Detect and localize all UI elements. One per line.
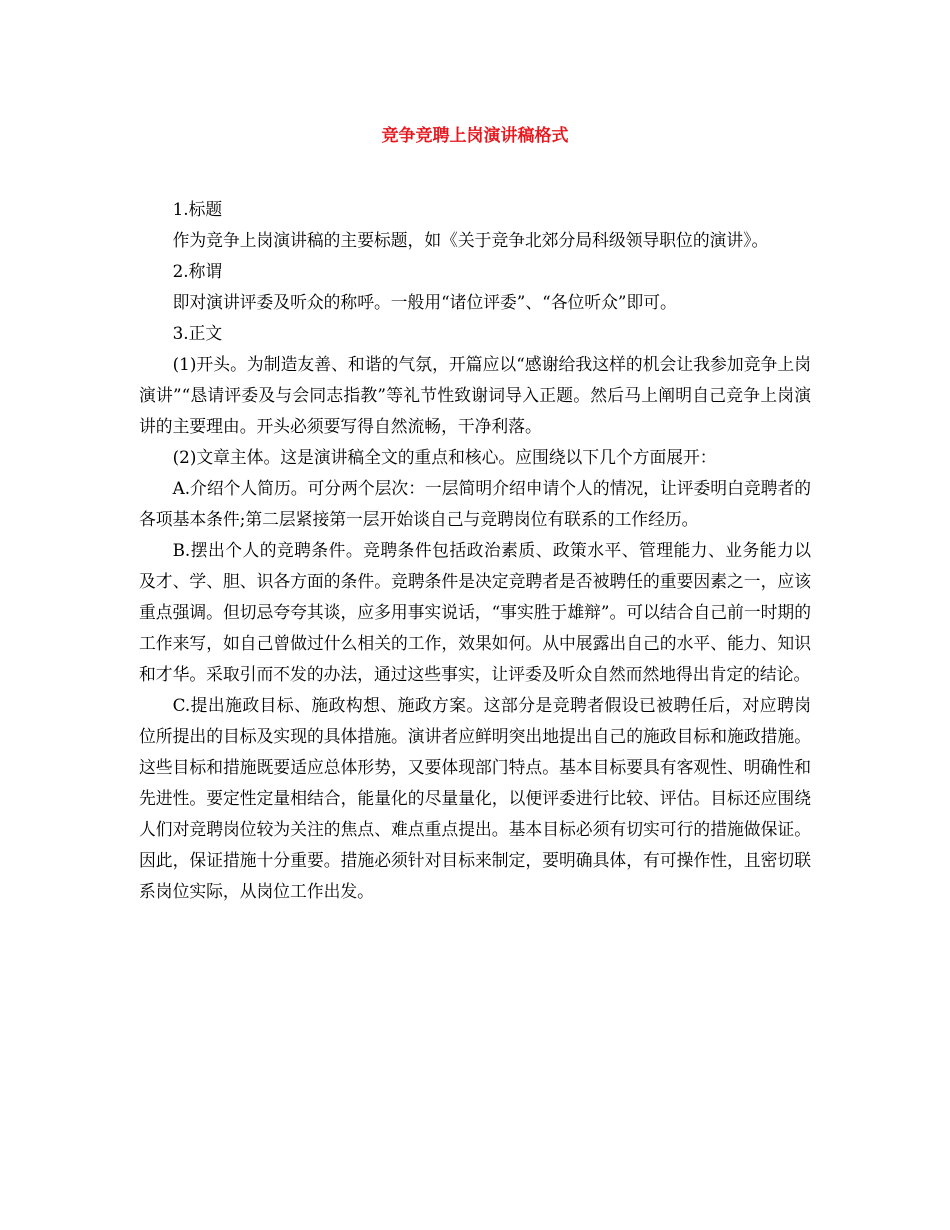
- section-heading-title: 1.标题: [172, 199, 223, 219]
- paragraph-opening: (1)开头。为制造友善、和谐的气氛，开篇应以“感谢给我这样的机会让我参加竞争上岗演讲”“恳请评委及与会同志指教”等礼节性致谢词导入正题。然后马上阐明自己竞争上岗演讲的主要理由。开头必须要写得自然流畅，干净利落。: [139, 354, 811, 436]
- document-title: 竞争竞聘上岗演讲稿格式: [381, 126, 569, 146]
- section-heading-body: 3.正文: [172, 323, 223, 343]
- paragraph-point-c: C.提出施政目标、施政构想、施政方案。这部分是竞聘者假设已被聘任后，对应聘岗位所提出的目标及实现的具体措施。演讲者应鲜明突出地提出自己的施政目标和施政措施。这些目标和措施既要适应总体形势，又要体现部门特点。基本目标要具有客观性、明确性和先进性。要定性定量相结合，能量化的尽量量化，以便评委进行比较、评估。目标还应围绕人们对竞聘岗位较为关注的焦点、难点重点提出。基本目标必须有切实可行的措施做保证。因此，保证措施十分重要。措施必须针对目标来制定，要明确具体，有可操作性，且密切联系岗位实际，从岗位工作出发。: [139, 695, 811, 901]
- paragraph-point-b: B.摆出个人的竞聘条件。竞聘条件包括政治素质、政策水平、管理能力、业务能力以及才、学、胆、识各方面的条件。竞聘条件是决定竞聘者是否被聘任的重要因素之一，应该重点强调。但切忌夸夸其谈，应多用事实说话，“事实胜于雄辩”。可以结合自己前一时期的工作来写，如自己曾做过什么相关的工作，效果如何。从中展露出自己的水平、能力、知识和才华。采取引而不发的办法，通过这些事实，让评委及听众自然而然地得出肯定的结论。: [139, 540, 811, 684]
- paragraph-title-description: 作为竞争上岗演讲稿的主要标题，如《关于竞争北郊分局科级领导职位的演讲》。: [172, 230, 769, 250]
- section-heading-salutation: 2.称谓: [172, 261, 223, 281]
- paragraph-point-a: A.介绍个人简历。可分两个层次：一层简明介绍申请个人的情况，让评委明白竞聘者的各项基本条件;第二层紧接第一层开始谈自己与竞聘岗位有联系的工作经历。: [139, 478, 811, 529]
- paragraph-salutation-description: 即对演讲评委及听众的称呼。一般用“诸位评委”、“各位听众”即可。: [172, 292, 677, 312]
- document-body: [139, 194, 811, 907]
- paragraph-main-body: (2)文章主体。这是演讲稿全文的重点和核心。应围绕以下几个方面展开：: [172, 447, 717, 467]
